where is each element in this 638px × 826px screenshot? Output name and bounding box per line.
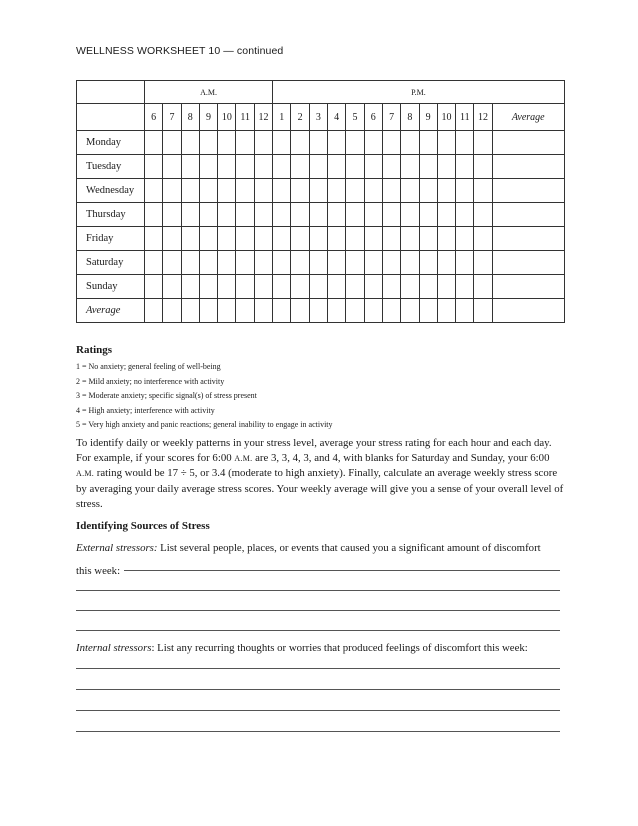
average-cell[interactable] bbox=[199, 299, 217, 323]
am-header: A.M. bbox=[145, 81, 273, 104]
corner-cell bbox=[77, 81, 145, 104]
rating-cell[interactable] bbox=[419, 179, 437, 203]
external-stressors-prompt bbox=[76, 537, 566, 583]
average-cell[interactable] bbox=[273, 299, 291, 323]
pm-header: P.M. bbox=[273, 81, 565, 104]
day-label: Saturday bbox=[77, 251, 145, 275]
rating-cell[interactable] bbox=[401, 275, 419, 299]
hour-header: 10 bbox=[437, 104, 455, 131]
rating-cell[interactable] bbox=[382, 251, 400, 275]
hour-header: 10 bbox=[218, 104, 236, 131]
rating-cell[interactable] bbox=[218, 203, 236, 227]
rating-cell[interactable] bbox=[492, 155, 564, 179]
hour-header: 3 bbox=[309, 104, 327, 131]
rating-item: 1 = No anxiety; general feeling of well-being bbox=[76, 362, 221, 371]
rating-cell[interactable] bbox=[346, 131, 364, 155]
rating-cell[interactable] bbox=[346, 275, 364, 299]
rating-cell[interactable] bbox=[163, 155, 181, 179]
average-cell[interactable] bbox=[163, 299, 181, 323]
external-text: List several people, places, or events that caused you a significant amount of discomfort bbox=[157, 542, 541, 554]
write-line[interactable] bbox=[76, 710, 560, 711]
rating-cell[interactable] bbox=[382, 131, 400, 155]
corner-cell bbox=[77, 104, 145, 131]
paragraph-text: To identify daily or weekly patterns in your stress level, average your stress rating for each hour and each day. For example, if your scores for 6:00 bbox=[76, 437, 552, 465]
rating-cell[interactable] bbox=[291, 203, 309, 227]
average-row-label: Average bbox=[77, 299, 145, 323]
table-row bbox=[77, 179, 565, 203]
rating-cell[interactable] bbox=[382, 155, 400, 179]
rating-cell[interactable] bbox=[309, 179, 327, 203]
rating-cell[interactable] bbox=[199, 251, 217, 275]
average-cell[interactable] bbox=[492, 299, 564, 323]
rating-cell[interactable] bbox=[291, 179, 309, 203]
write-line[interactable] bbox=[76, 590, 560, 591]
rating-cell[interactable] bbox=[181, 275, 199, 299]
rating-cell[interactable] bbox=[419, 203, 437, 227]
rating-cell[interactable] bbox=[309, 227, 327, 251]
average-cell[interactable] bbox=[291, 299, 309, 323]
rating-cell[interactable] bbox=[181, 179, 199, 203]
instructions-paragraph bbox=[76, 436, 566, 512]
table-row bbox=[77, 251, 565, 275]
rating-cell[interactable] bbox=[291, 227, 309, 251]
write-line[interactable] bbox=[124, 570, 560, 571]
rating-cell[interactable] bbox=[346, 179, 364, 203]
am-label: A.M. bbox=[76, 469, 95, 479]
hour-header: 9 bbox=[419, 104, 437, 131]
rating-cell[interactable] bbox=[309, 155, 327, 179]
rating-cell[interactable] bbox=[456, 275, 474, 299]
rating-cell[interactable] bbox=[474, 179, 492, 203]
rating-cell[interactable] bbox=[291, 251, 309, 275]
rating-cell[interactable] bbox=[419, 251, 437, 275]
rating-cell[interactable] bbox=[437, 251, 455, 275]
rating-cell[interactable] bbox=[273, 131, 291, 155]
average-cell[interactable] bbox=[346, 299, 364, 323]
hour-header: 6 bbox=[364, 104, 382, 131]
rating-cell[interactable] bbox=[492, 203, 564, 227]
hour-header: 9 bbox=[199, 104, 217, 131]
rating-cell[interactable] bbox=[346, 227, 364, 251]
table-row bbox=[77, 131, 565, 155]
rating-cell[interactable] bbox=[328, 227, 346, 251]
rating-cell[interactable] bbox=[254, 275, 272, 299]
rating-cell[interactable] bbox=[382, 227, 400, 251]
rating-cell[interactable] bbox=[492, 275, 564, 299]
rating-cell[interactable] bbox=[254, 155, 272, 179]
paragraph-text: rating would be 17 ÷ 5, or 3.4 (moderate to high anxiety). Finally, calculate an average weekly stress score by averaging your daily average stress scores. Your weekly average will give you a sense of your overall level of stress. bbox=[76, 467, 564, 510]
rating-cell[interactable] bbox=[309, 251, 327, 275]
table-row bbox=[77, 275, 565, 299]
rating-cell[interactable] bbox=[401, 251, 419, 275]
rating-cell[interactable] bbox=[474, 155, 492, 179]
rating-cell[interactable] bbox=[309, 203, 327, 227]
rating-cell[interactable] bbox=[401, 179, 419, 203]
day-label: Tuesday bbox=[77, 155, 145, 179]
average-cell[interactable] bbox=[437, 299, 455, 323]
rating-cell[interactable] bbox=[163, 251, 181, 275]
table-average-row bbox=[77, 299, 565, 323]
ratings-list bbox=[76, 360, 333, 433]
hour-header: 12 bbox=[254, 104, 272, 131]
day-label: Friday bbox=[77, 227, 145, 251]
rating-cell[interactable] bbox=[291, 131, 309, 155]
rating-cell[interactable] bbox=[364, 203, 382, 227]
rating-cell[interactable] bbox=[364, 155, 382, 179]
rating-cell[interactable] bbox=[437, 131, 455, 155]
day-label: Monday bbox=[77, 131, 145, 155]
average-cell[interactable] bbox=[254, 299, 272, 323]
rating-cell[interactable] bbox=[328, 155, 346, 179]
rating-cell[interactable] bbox=[419, 227, 437, 251]
rating-cell[interactable] bbox=[218, 179, 236, 203]
rating-cell[interactable] bbox=[419, 155, 437, 179]
rating-cell[interactable] bbox=[236, 251, 254, 275]
rating-cell[interactable] bbox=[328, 203, 346, 227]
rating-cell[interactable] bbox=[145, 227, 163, 251]
day-label: Sunday bbox=[77, 275, 145, 299]
rating-item: 3 = Moderate anxiety; specific signal(s) of stress present bbox=[76, 391, 257, 400]
average-cell[interactable] bbox=[218, 299, 236, 323]
average-cell[interactable] bbox=[419, 299, 437, 323]
average-cell[interactable] bbox=[401, 299, 419, 323]
rating-cell[interactable] bbox=[492, 131, 564, 155]
rating-cell[interactable] bbox=[382, 275, 400, 299]
hour-header: 1 bbox=[273, 104, 291, 131]
rating-cell[interactable] bbox=[291, 275, 309, 299]
rating-cell[interactable] bbox=[474, 227, 492, 251]
rating-cell[interactable] bbox=[346, 251, 364, 275]
rating-cell[interactable] bbox=[291, 155, 309, 179]
rating-cell[interactable] bbox=[181, 251, 199, 275]
rating-cell[interactable] bbox=[254, 131, 272, 155]
rating-cell[interactable] bbox=[419, 131, 437, 155]
hour-header: 7 bbox=[163, 104, 181, 131]
rating-cell[interactable] bbox=[181, 155, 199, 179]
worksheet-header: WELLNESS WORKSHEET 10 — continued bbox=[76, 45, 284, 57]
average-cell[interactable] bbox=[382, 299, 400, 323]
hour-header: 2 bbox=[291, 104, 309, 131]
rating-cell[interactable] bbox=[474, 131, 492, 155]
rating-cell[interactable] bbox=[218, 131, 236, 155]
external-label: External stressors: bbox=[76, 542, 158, 554]
day-label: Wednesday bbox=[77, 179, 145, 203]
rating-cell[interactable] bbox=[273, 203, 291, 227]
rating-cell[interactable] bbox=[236, 131, 254, 155]
rating-cell[interactable] bbox=[163, 131, 181, 155]
rating-cell[interactable] bbox=[236, 227, 254, 251]
hour-header: 5 bbox=[346, 104, 364, 131]
rating-cell[interactable] bbox=[309, 131, 327, 155]
rating-cell[interactable] bbox=[181, 131, 199, 155]
rating-cell[interactable] bbox=[236, 203, 254, 227]
rating-cell[interactable] bbox=[492, 227, 564, 251]
rating-cell[interactable] bbox=[273, 155, 291, 179]
rating-cell[interactable] bbox=[419, 275, 437, 299]
table-hours-row bbox=[77, 104, 565, 131]
internal-text: : List any recurring thoughts or worries that produced feelings of discomfort this week: bbox=[151, 642, 528, 654]
internal-stressors-prompt bbox=[76, 642, 566, 654]
rating-cell[interactable] bbox=[273, 227, 291, 251]
rating-cell[interactable] bbox=[437, 203, 455, 227]
rating-cell[interactable] bbox=[145, 179, 163, 203]
rating-cell[interactable] bbox=[328, 179, 346, 203]
rating-cell[interactable] bbox=[199, 155, 217, 179]
rating-cell[interactable] bbox=[492, 251, 564, 275]
ratings-title: Ratings bbox=[76, 344, 113, 356]
rating-cell[interactable] bbox=[145, 251, 163, 275]
rating-cell[interactable] bbox=[456, 131, 474, 155]
rating-cell[interactable] bbox=[492, 179, 564, 203]
write-line[interactable] bbox=[76, 630, 560, 631]
average-cell[interactable] bbox=[181, 299, 199, 323]
average-cell[interactable] bbox=[236, 299, 254, 323]
rating-cell[interactable] bbox=[163, 275, 181, 299]
rating-cell[interactable] bbox=[181, 227, 199, 251]
rating-cell[interactable] bbox=[364, 227, 382, 251]
rating-item: 2 = Mild anxiety; no interference with activity bbox=[76, 376, 225, 386]
rating-cell[interactable] bbox=[401, 155, 419, 179]
write-line[interactable] bbox=[76, 689, 560, 690]
hour-header: 7 bbox=[382, 104, 400, 131]
rating-cell[interactable] bbox=[236, 155, 254, 179]
rating-cell[interactable] bbox=[199, 275, 217, 299]
rating-cell[interactable] bbox=[254, 203, 272, 227]
table-row bbox=[77, 155, 565, 179]
table-group-header-row bbox=[77, 81, 565, 104]
table-row bbox=[77, 203, 565, 227]
rating-cell[interactable] bbox=[218, 275, 236, 299]
rating-cell[interactable] bbox=[309, 275, 327, 299]
rating-cell[interactable] bbox=[401, 227, 419, 251]
rating-cell[interactable] bbox=[218, 155, 236, 179]
table-row bbox=[77, 227, 565, 251]
rating-cell[interactable] bbox=[199, 179, 217, 203]
rating-cell[interactable] bbox=[437, 179, 455, 203]
hour-header: 4 bbox=[328, 104, 346, 131]
rating-cell[interactable] bbox=[199, 227, 217, 251]
average-column-header: Average bbox=[492, 104, 564, 131]
average-cell[interactable] bbox=[474, 299, 492, 323]
am-label: A.M. bbox=[234, 454, 253, 464]
rating-item: 4 = High anxiety; interference with activity bbox=[76, 405, 215, 415]
paragraph-text: are 3, 3, 4, 3, and 4, with blanks for Saturday and Sunday, your 6:00 bbox=[252, 452, 550, 465]
hour-header: 11 bbox=[456, 104, 474, 131]
external-cont: this week: bbox=[76, 565, 121, 577]
rating-cell[interactable] bbox=[364, 131, 382, 155]
rating-cell[interactable] bbox=[456, 227, 474, 251]
rating-cell[interactable] bbox=[401, 203, 419, 227]
rating-cell[interactable] bbox=[456, 203, 474, 227]
rating-cell[interactable] bbox=[474, 275, 492, 299]
rating-cell[interactable] bbox=[273, 251, 291, 275]
rating-cell[interactable] bbox=[474, 251, 492, 275]
average-cell[interactable] bbox=[309, 299, 327, 323]
rating-cell[interactable] bbox=[163, 203, 181, 227]
rating-cell[interactable] bbox=[273, 179, 291, 203]
rating-cell[interactable] bbox=[236, 275, 254, 299]
rating-cell[interactable] bbox=[145, 155, 163, 179]
rating-cell[interactable] bbox=[364, 275, 382, 299]
rating-cell[interactable] bbox=[145, 203, 163, 227]
rating-item: 5 = Very high anxiety and panic reactions; general inability to engage in activity bbox=[76, 420, 333, 429]
rating-cell[interactable] bbox=[437, 275, 455, 299]
rating-cell[interactable] bbox=[437, 155, 455, 179]
average-cell[interactable] bbox=[456, 299, 474, 323]
rating-cell[interactable] bbox=[181, 203, 199, 227]
rating-cell[interactable] bbox=[437, 227, 455, 251]
hour-header: 11 bbox=[236, 104, 254, 131]
rating-cell[interactable] bbox=[273, 275, 291, 299]
rating-cell[interactable] bbox=[199, 131, 217, 155]
sources-title: Identifying Sources of Stress bbox=[76, 520, 210, 532]
average-cell[interactable] bbox=[145, 299, 163, 323]
rating-cell[interactable] bbox=[218, 227, 236, 251]
rating-cell[interactable] bbox=[199, 203, 217, 227]
rating-cell[interactable] bbox=[382, 203, 400, 227]
hour-header: 12 bbox=[474, 104, 492, 131]
rating-cell[interactable] bbox=[346, 203, 364, 227]
internal-label: Internal stressors bbox=[76, 642, 152, 654]
write-line[interactable] bbox=[76, 731, 560, 732]
rating-cell[interactable] bbox=[218, 251, 236, 275]
rating-cell[interactable] bbox=[254, 179, 272, 203]
write-line[interactable] bbox=[76, 610, 560, 611]
rating-cell[interactable] bbox=[346, 155, 364, 179]
rating-cell[interactable] bbox=[364, 179, 382, 203]
rating-cell[interactable] bbox=[456, 251, 474, 275]
day-label: Thursday bbox=[77, 203, 145, 227]
average-cell[interactable] bbox=[328, 299, 346, 323]
rating-cell[interactable] bbox=[236, 179, 254, 203]
rating-cell[interactable] bbox=[145, 131, 163, 155]
rating-cell[interactable] bbox=[163, 227, 181, 251]
rating-cell[interactable] bbox=[328, 251, 346, 275]
rating-cell[interactable] bbox=[145, 275, 163, 299]
stress-rating-table bbox=[76, 80, 565, 323]
rating-cell[interactable] bbox=[328, 131, 346, 155]
rating-cell[interactable] bbox=[328, 275, 346, 299]
rating-cell[interactable] bbox=[474, 203, 492, 227]
rating-cell[interactable] bbox=[456, 179, 474, 203]
hour-header: 8 bbox=[181, 104, 199, 131]
rating-cell[interactable] bbox=[456, 155, 474, 179]
rating-cell[interactable] bbox=[382, 179, 400, 203]
hour-header: 6 bbox=[145, 104, 163, 131]
write-line[interactable] bbox=[76, 668, 560, 669]
average-cell[interactable] bbox=[364, 299, 382, 323]
rating-cell[interactable] bbox=[254, 227, 272, 251]
rating-cell[interactable] bbox=[163, 179, 181, 203]
rating-cell[interactable] bbox=[254, 251, 272, 275]
rating-cell[interactable] bbox=[364, 251, 382, 275]
rating-cell[interactable] bbox=[401, 131, 419, 155]
hour-header: 8 bbox=[401, 104, 419, 131]
